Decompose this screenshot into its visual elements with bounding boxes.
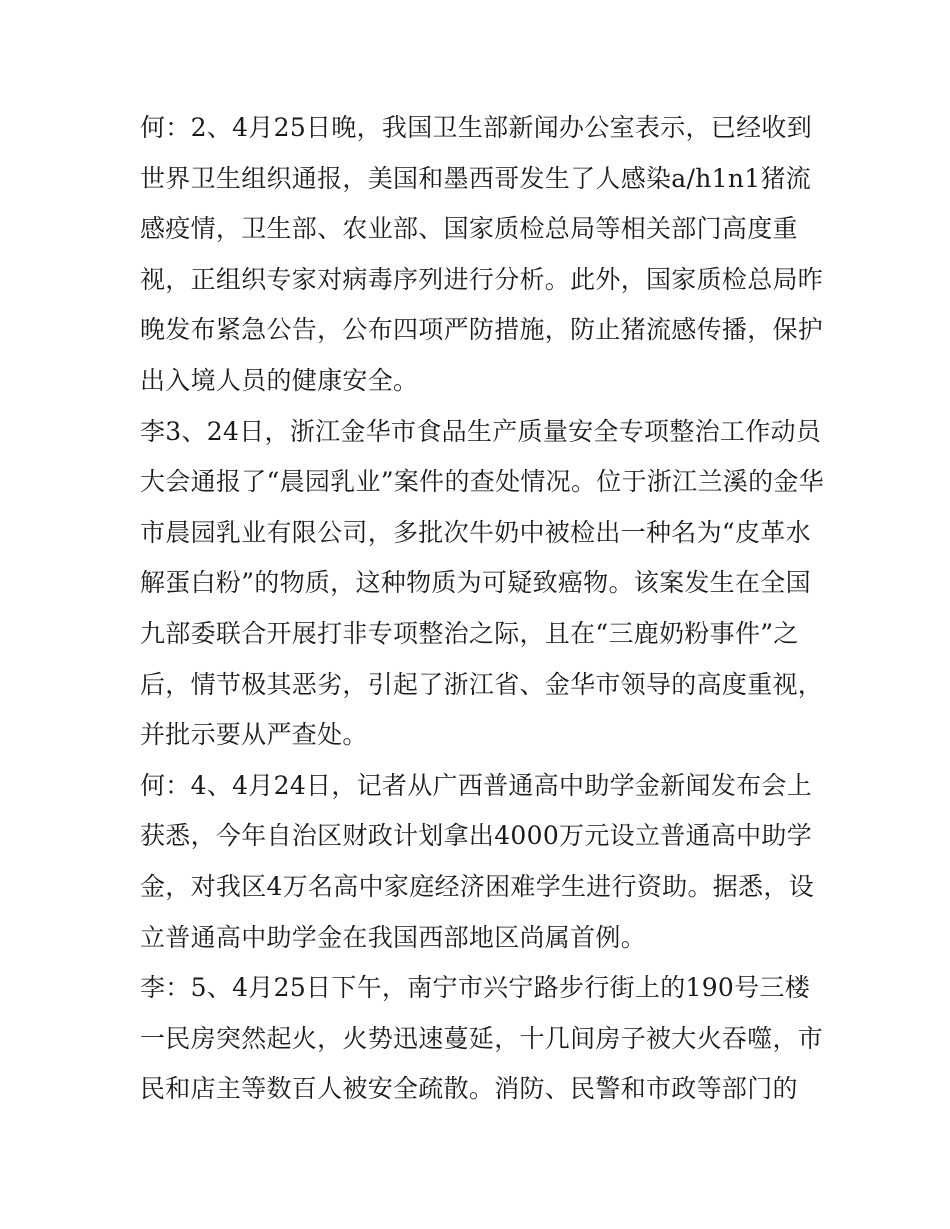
paragraph [140,412,824,766]
text-line: 金，对我区4万名高中家庭经济困难学生进行资助。据悉，设 [140,871,815,901]
text-line: 解蛋白粉”的物质，这种物质为可疑致癌物。该案发生在全国 [140,568,811,598]
text-line: 并批示要从严查处。 [140,720,368,750]
text-line: 一民房突然起火，火势迅速蔓延，十几间房子被大火吞噬，市 [140,1023,824,1053]
text-line: 出入境人员的健康安全。 [140,365,419,395]
text-line: 民和店主等数百人被安全疏散。消防、民警和市政等部门的 [140,1074,798,1104]
text-line: 晚发布紧急公告，公布四项严防措施，防止猪流感传播，保护 [140,315,824,345]
document-page [140,108,824,1120]
text-line: 立普通高中助学金在我国西部地区尚属首例。 [140,922,647,952]
paragraph [140,968,824,1120]
text-line: 感疫情，卫生部、农业部、国家质检总局等相关部门高度重 [140,214,798,244]
text-line: 世界卫生组织通报，美国和墨西哥发生了人感染a/h1n1猪流 [140,163,812,193]
text-line: 视，正组织专家对病毒序列进行分析。此外，国家质检总局昨 [140,264,824,294]
paragraph [140,108,824,412]
text-line: 九部委联合开展打非专项整治之际，且在“三鹿奶粉事件”之 [140,618,799,648]
text-line: 市晨园乳业有限公司，多批次牛奶中被检出一种名为“皮革水 [140,517,811,547]
text-line: 大会通报了“晨园乳业”案件的查处情况。位于浙江兰溪的金华 [140,467,824,497]
text-line: 李：5、4月25日下午，南宁市兴宁路步行街上的190号三楼 [140,973,811,1003]
text-line: 获悉，今年自治区财政计划拿出4000万元设立普通高中助学 [140,821,813,851]
paragraph [140,766,820,968]
text-line: 何：4、4月24日，记者从广西普通高中助学金新闻发布会上 [140,770,813,800]
text-line: 后，情节极其恶劣，引起了浙江省、金华市领导的高度重视， [140,669,824,699]
text-line: 何：2、4月25日晚，我国卫生部新闻办公室表示，已经收到 [140,113,813,142]
text-line: 李3、24日，浙江金华市食品生产质量安全专项整治工作动员 [140,416,822,446]
